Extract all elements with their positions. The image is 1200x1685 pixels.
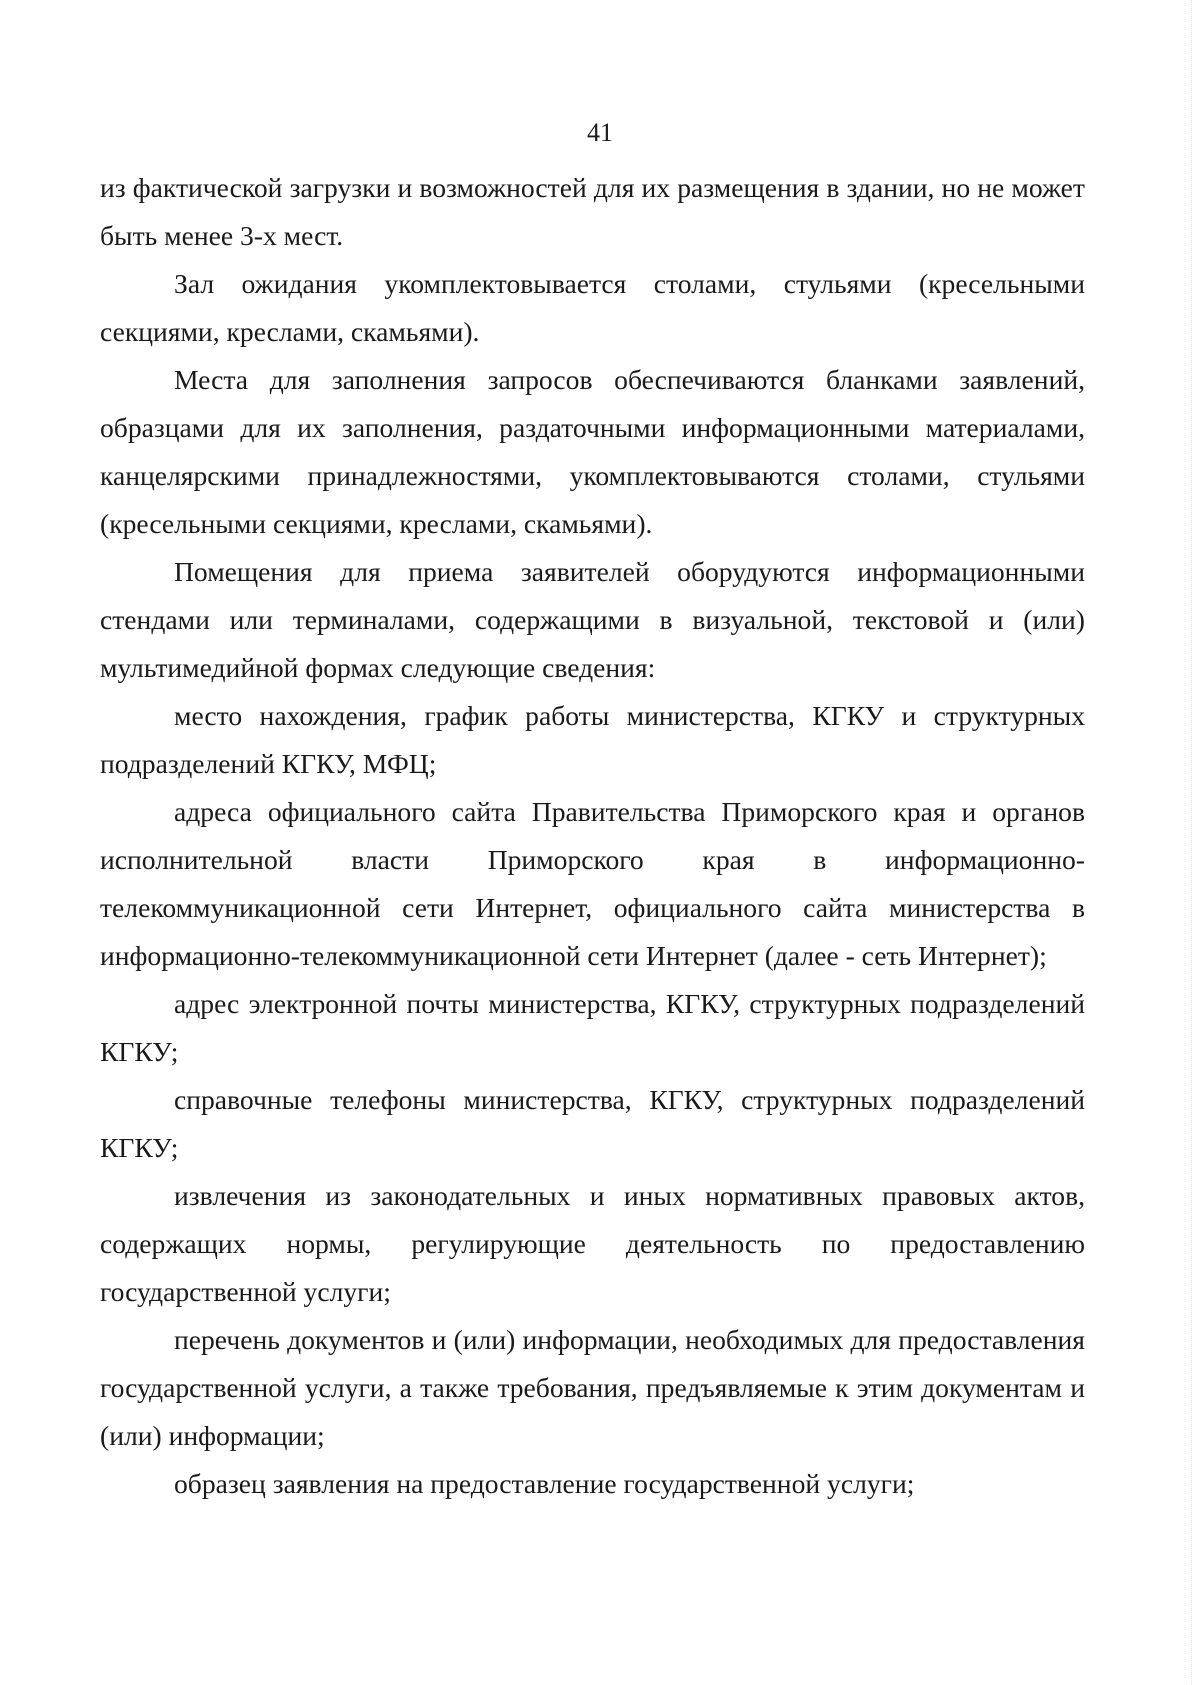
page-number: 41 — [587, 118, 613, 147]
paragraph-continuation: из фактической загрузки и возможностей для их размещения в здании, но не может быть менее 3-х мест. — [100, 172, 1085, 251]
list-item-documents-list: перечень документов и (или) информации, необходимых для предоставления государственной услуги, а также требования, предъявляемые к этим документам и (или) информации; — [100, 1324, 1085, 1451]
document-body — [100, 164, 1085, 1508]
scan-edge-artifact — [1185, 0, 1192, 1685]
list-item-websites: адреса официального сайта Правительства Приморского края и органов исполнительной власти Приморского края в информационно-телекоммуникационной сети Интернет, официального сайта министерства в информационно-телекоммуникационной сети Интернет (далее - сеть Интернет); — [100, 796, 1085, 971]
paragraph-waiting-hall: Зал ожидания укомплектовывается столами, стульями (кресельными секциями, креслами, скамьями). — [100, 268, 1085, 347]
list-item-location: место нахождения, график работы министерства, КГКУ и структурных подразделений КГКУ, МФЦ; — [100, 700, 1085, 779]
list-item-application-sample: образец заявления на предоставление государственной услуги; — [174, 1468, 915, 1499]
list-item-email: адрес электронной почты министерства, КГКУ, структурных подразделений КГКУ; — [100, 988, 1085, 1067]
paragraph-reception-rooms: Помещения для приема заявителей оборудуются информационными стендами или терминалами, содержащими в визуальной, текстовой и (или) мультимедийной формах следующие сведения: — [100, 556, 1085, 683]
list-item-phones: справочные телефоны министерства, КГКУ, структурных подразделений КГКУ; — [100, 1084, 1085, 1163]
list-item-legal-extracts: извлечения из законодательных и иных нормативных правовых актов, содержащих нормы, регулирующие деятельность по предоставлению государственной услуги; — [100, 1180, 1085, 1307]
paragraph-request-places: Места для заполнения запросов обеспечиваются бланками заявлений, образцами для их заполнения, раздаточными информационными материалами, канцелярскими принадлежностями, укомплектовываются столами, стульями (кресельными секциями, креслами, скамьями). — [100, 364, 1085, 539]
